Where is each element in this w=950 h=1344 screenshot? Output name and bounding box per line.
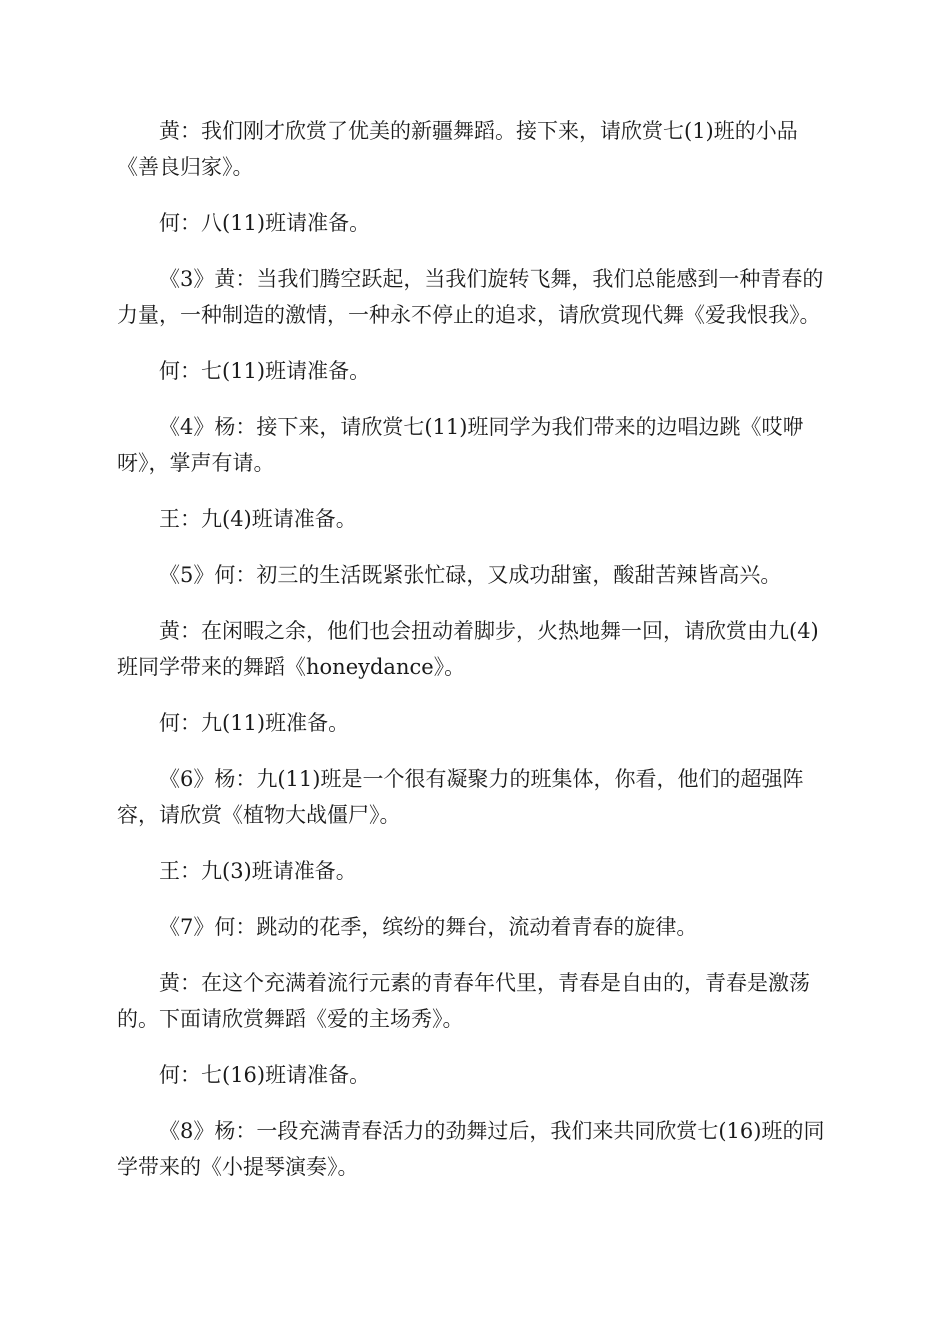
paragraph: 王：九(3)班请准备。 xyxy=(159,859,357,883)
paragraph: 《5》何：初三的生活既紧张忙碌，又成功甜蜜，酸甜苦辣皆高兴。 xyxy=(159,563,782,587)
paragraph: 《3》黄：当我们腾空跃起，当我们旋转飞舞，我们总能感到一种青春的力量，一种制造的激情，一种永不停止的追求，请欣赏现代舞《爱我恨我》。 xyxy=(117,267,824,327)
paragraph: 何：七(11)班请准备。 xyxy=(159,359,371,383)
paragraph: 王：九(4)班请准备。 xyxy=(159,507,357,531)
paragraph: 《4》杨：接下来，请欣赏七(11)班同学为我们带来的边唱边跳《哎咿呀》，掌声有请。 xyxy=(117,415,804,475)
paragraph: 黄：我们刚才欣赏了优美的新疆舞蹈。接下来，请欣赏七(1)班的小品《善良归家》。 xyxy=(117,119,798,179)
paragraph: 何：九(11)班准备。 xyxy=(159,711,350,735)
paragraph: 黄：在这个充满着流行元素的青春年代里，青春是自由的，青春是激荡的。下面请欣赏舞蹈《爱的主场秀》。 xyxy=(117,971,810,1031)
paragraph: 黄：在闲暇之余，他们也会扭动着脚步，火热地舞一回，请欣赏由九(4)班同学带来的舞蹈《honeydance》。 xyxy=(117,619,819,679)
paragraph: 《8》杨：一段充满青春活力的劲舞过后，我们来共同欣赏七(16)班的同学带来的《小提琴演奏》。 xyxy=(117,1119,825,1179)
paragraph: 何：八(11)班请准备。 xyxy=(159,211,371,235)
paragraph: 《7》何：跳动的花季，缤纷的舞台，流动着青春的旋律。 xyxy=(159,915,698,939)
paragraph: 何：七(16)班请准备。 xyxy=(159,1063,371,1087)
paragraph: 《6》杨：九(11)班是一个很有凝聚力的班集体，你看，他们的超强阵容，请欣赏《植物大战僵尸》。 xyxy=(117,767,804,827)
document-body xyxy=(117,113,837,1205)
